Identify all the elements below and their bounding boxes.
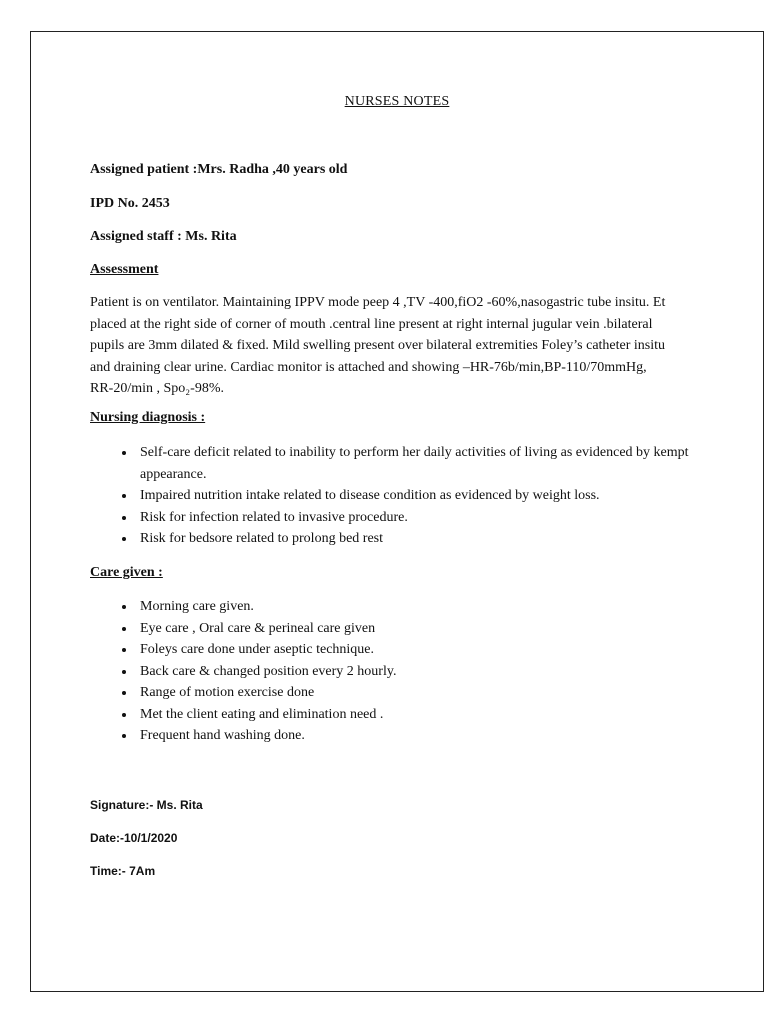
document-page [30, 31, 764, 992]
list-item: • Morning care given. [136, 596, 726, 618]
care-given-list [90, 596, 726, 747]
page-title: NURSES NOTES [344, 94, 450, 109]
care-given-heading: Care given : [90, 565, 163, 580]
list-item: • Range of motion exercise done [136, 682, 726, 704]
list-item: • Eye care , Oral care & perineal care given [136, 618, 726, 640]
ipd-number: IPD No. 2453 [90, 196, 170, 211]
assigned-staff: Assigned staff : Ms. Rita [90, 229, 237, 244]
list-item: • Foleys care done under aseptic technique. [136, 639, 726, 661]
date-line: Date:-10/1/2020 [90, 831, 178, 845]
assessment-text: Patient is on ventilator. Maintaining IPPV mode peep 4 ,TV -400,fiO2 -60%,nasogastric tube insitu. Et placed at the right side of corner of mouth .central line present at right internal jugular vein .bilateral pupils are 3mm dilated & fixed. Mild swelling present over bilateral extremities Foley’s catheter insitu and draining clear urine. Cardiac monitor is attached and showing –HR-76b/min,BP-110/70mmHg, RR-20/min , Spo₂-98%. [90, 295, 666, 396]
nursing-diagnosis-heading: Nursing diagnosis : [90, 410, 206, 425]
list-item: • Self-care deficit related to inability to perform her daily activities of living as evidenced by kempt appearance. [136, 442, 726, 485]
assigned-patient: Assigned patient :Mrs. Radha ,40 years old [90, 162, 348, 177]
list-item: • Risk for infection related to invasive procedure. [136, 507, 726, 529]
list-item: • Frequent hand washing done. [136, 725, 726, 747]
assessment-heading: Assessment [90, 262, 159, 277]
signature-line: Signature:- Ms. Rita [90, 798, 203, 812]
time-line: Time:- 7Am [90, 864, 156, 878]
list-item: • Impaired nutrition intake related to disease condition as evidenced by weight loss. [136, 485, 726, 507]
list-item: • Back care & changed position every 2 hourly. [136, 661, 726, 683]
list-item: • Risk for bedsore related to prolong bed rest [136, 528, 726, 550]
list-item: • Met the client eating and elimination need . [136, 704, 726, 726]
nursing-diagnosis-list [90, 442, 726, 550]
